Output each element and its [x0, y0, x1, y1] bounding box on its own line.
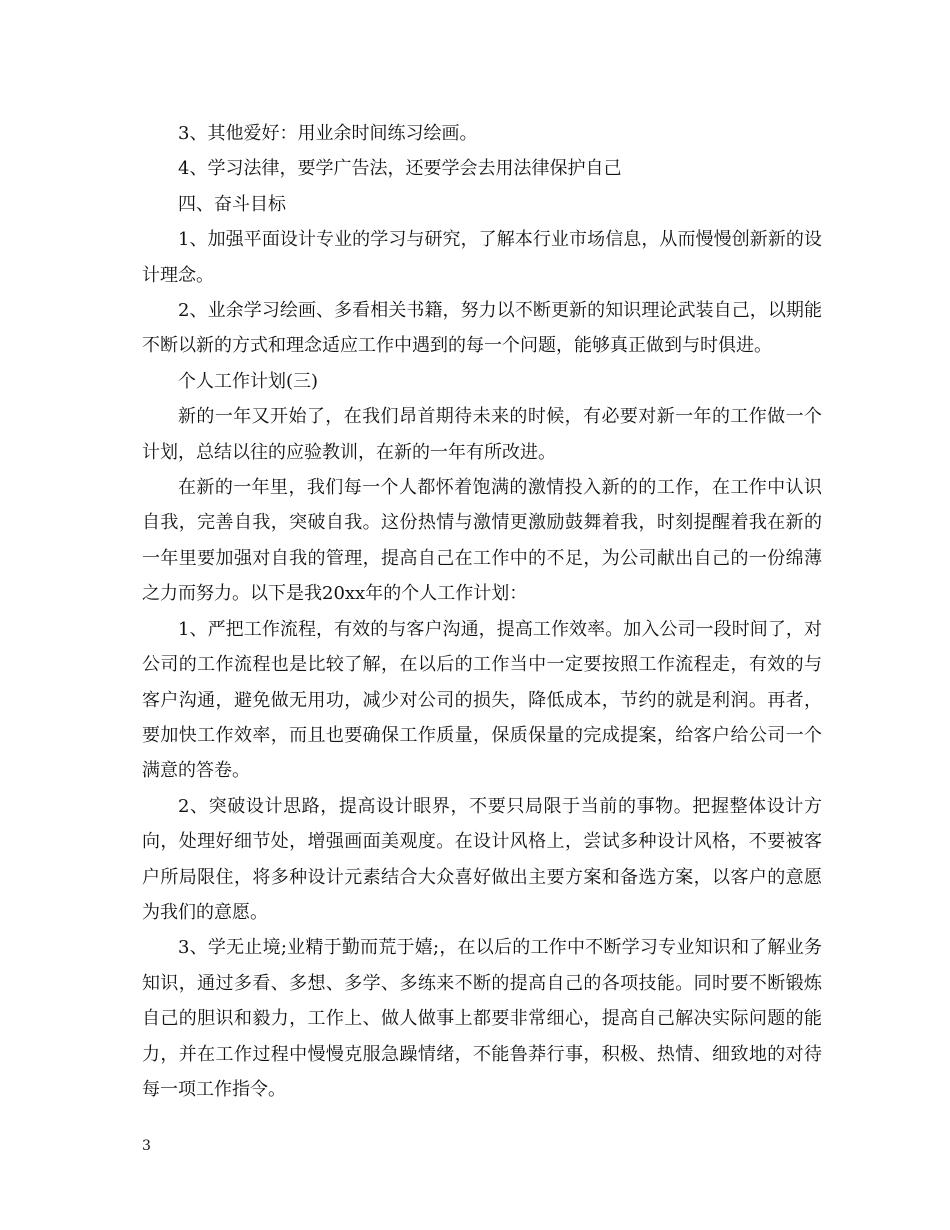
- paragraph-hobby: 3、其他爱好：用业余时间练习绘画。: [178, 123, 478, 144]
- section-heading-plan-3: 个人工作计划(三): [178, 370, 319, 392]
- paragraph-goal-1: 1、加强平面设计专业的学习与研究，了解本行业市场信息，从而慢慢创新新的设计理念。: [142, 229, 822, 286]
- paragraph-plan-2: 2、突破设计思路，提高设计眼界，不要只局限于当前的事物。把握整体设计方向，处理好细节处，增强画面美观度。在设计风格上，尝试多种设计风格，不要被客户所局限住，将多种设计元素结合大众喜好做出主要方案和备选方案，以客户的意愿为我们的意愿。: [142, 795, 822, 923]
- paragraph-plan-3: 3、学无止境;业精于勤而荒于嬉;，在以后的工作中不断学习专业知识和了解业务知识，通过多看、多想、多学、多练来不断的提高自己的各项技能。同时要不断锻炼自己的胆识和毅力，工作上、做人做事上都要非常细心，提高自己解决实际问题的能力，并在工作过程中慢慢克服急躁情绪，不能鲁莽行事，积极、热情、细致地的对待每一项工作指令。: [142, 937, 822, 1100]
- document-body: [142, 116, 822, 1107]
- section-heading-goals: 四、奋斗目标: [178, 193, 286, 215]
- paragraph-law: 4、学习法律，要学广告法，还要学会去用法律保护自己: [178, 158, 622, 180]
- paragraph-intro: 新的一年又开始了，在我们昂首期待未来的时候，有必要对新一年的工作做一个计划，总结以往的应验教训，在新的一年有所改进。: [142, 406, 822, 463]
- paragraph-new-year: 在新的一年里，我们每一个人都怀着饱满的激情投入新的的工作，在工作中认识自我，完善自我，突破自我。这份热情与激情更激励鼓舞着我，时刻提醒着我在新的一年里要加强对自我的管理，提高自己在工作中的不足，为公司献出自己的一份绵薄之力而努力。以下是我20xx年的个人工作计划：: [142, 477, 822, 605]
- paragraph-goal-2: 2、业余学习绘画、多看相关书籍，努力以不断更新的知识理论武装自己，以期能不断以新的方式和理念适应工作中遇到的每一个问题，能够真正做到与时俱进。: [142, 300, 822, 357]
- page-number: 3: [142, 1138, 151, 1154]
- paragraph-plan-1: 1、严把工作流程，有效的与客户沟通，提高工作效率。加入公司一段时间了，对公司的工作流程也是比较了解，在以后的工作当中一定要按照工作流程走，有效的与客户沟通，避免做无用功，减少对公司的损失，降低成本，节约的就是利润。再者，要加快工作效率，而且也要确保工作质量，保质保量的完成提案，给客户给公司一个满意的答卷。: [142, 618, 822, 782]
